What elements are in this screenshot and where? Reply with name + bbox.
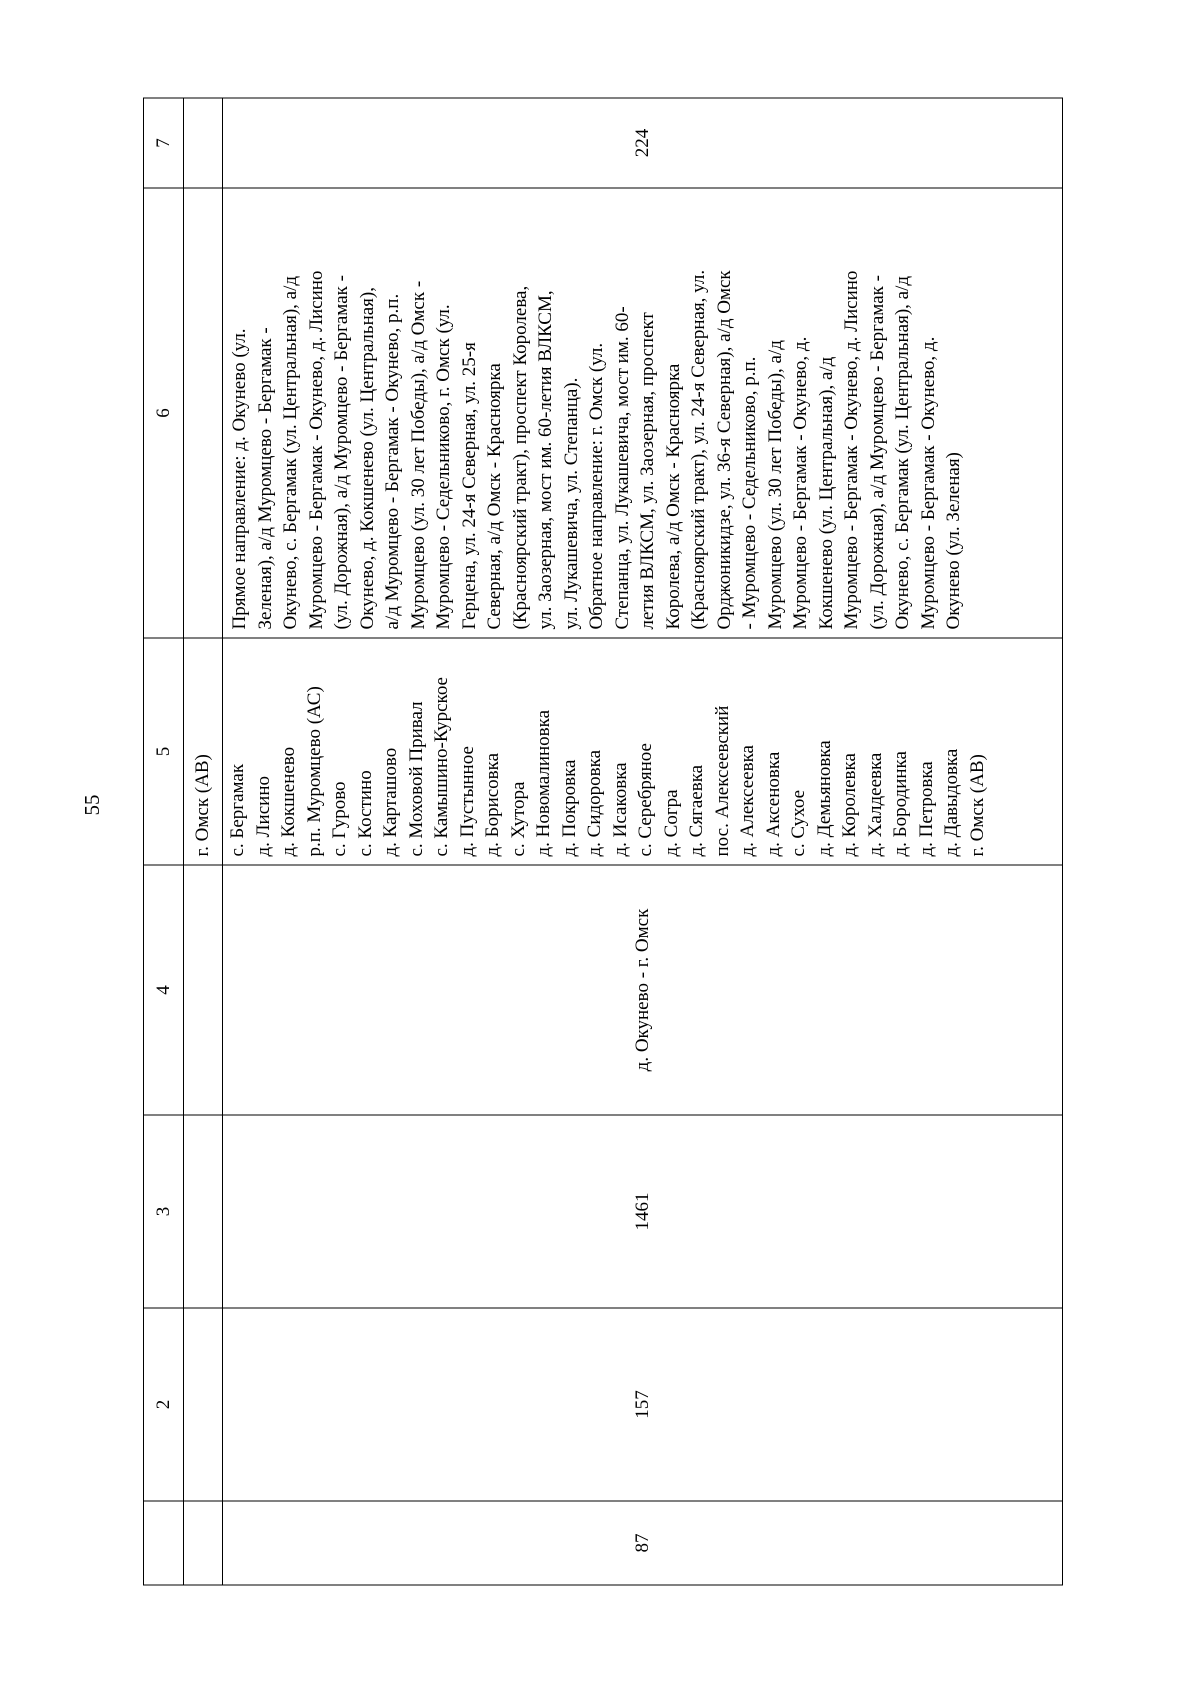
route-col-7: 224 [223, 98, 1063, 188]
stop-item: д. Покровка [558, 759, 580, 856]
header-cell-7: 7 [144, 98, 184, 188]
route-line: ул. Лукашевича, ул. Степанца). [560, 377, 582, 629]
route-line: Муромцево - Бергамак - Окунево, д. Лисино [305, 270, 327, 629]
route-line: Герцена, ул. 24-я Северная, ул. 25-я [458, 341, 480, 629]
stop-item: д. Согра [660, 788, 682, 856]
stop-item: д. Бородинка [890, 750, 911, 856]
stop-item: с. Хутора [507, 781, 529, 856]
header-cell-4: 4 [144, 865, 184, 1115]
stop-item: д. Исаковка [609, 761, 631, 856]
stop-item: с. Камышино-Курское [431, 676, 452, 856]
stop-item: д. Алексеевка [737, 744, 758, 856]
route-line: (ул. Дорожная), а/д Муромцево - Бергамак - [866, 274, 888, 629]
route-line: Орджоникидзе, ул. 36-я Северная), а/д Омск [713, 269, 735, 629]
stop-item: г. Омск (АВ) [966, 753, 988, 856]
route-col-2: 157 [223, 1308, 1063, 1501]
route-line: Зеленая), а/д Муромцево - Бергамак - [254, 326, 276, 629]
empty-cell [184, 1308, 223, 1501]
stop-item: д. Сидоровка [584, 749, 605, 856]
empty-cell [184, 865, 223, 1115]
route-endpoints: д. Окунево - г. Омск [223, 865, 1063, 1115]
route-line: (ул. Дорожная), а/д Муромцево - Бергамак - [331, 274, 352, 629]
header-cell-6: 6 [144, 188, 184, 638]
stop-item: с. Костино [354, 769, 376, 856]
header-cell-5: 5 [144, 638, 184, 865]
stop-item: д. Карташово [380, 747, 401, 856]
empty-cell [184, 1501, 223, 1585]
stop-item: д. Пустынное [456, 745, 478, 856]
route-line: Окунево, д. Кокшенево (ул. Центральная), [356, 286, 378, 629]
route-line: ул. Заозерная, мост им. 60-летия ВЛКСМ, [535, 289, 556, 629]
route-line: (Красноярский тракт), проспект Королева, [509, 285, 531, 629]
stop-item: с. Гурово [329, 780, 350, 856]
route-line: Муромцево (ул. 30 лет Победы), а/д Омск - [407, 280, 429, 629]
header-row [144, 98, 184, 1585]
first-stop-row [184, 98, 223, 1585]
route-line: Обратное направление: г. Омск (ул. [586, 342, 607, 629]
route-table-container [143, 98, 1063, 1585]
route-line: Муромцево - Седельниково, г. Омск (ул. [433, 303, 454, 629]
empty-cell [184, 1115, 223, 1308]
route-line: Степанца, ул. Лукашевича, мост им. 60- [611, 305, 633, 629]
page-number: 55 [80, 794, 104, 816]
stop-item: с. Бергамак [227, 763, 248, 856]
stop-item: с. Серебряное [635, 742, 656, 856]
route-description [223, 188, 1063, 638]
stop-item: р.п. Муромцево (АС) [303, 685, 325, 856]
stop-item: д. Королевка [839, 752, 860, 856]
rotated-table [143, 98, 1063, 1585]
stop-item: д. Халдеевка [864, 752, 886, 856]
stop-item: д. Петровка [915, 760, 937, 856]
route-line: Муромцево (ул. 30 лет Победы), а/д [764, 339, 786, 629]
stop-item: пос. Алексеевский [711, 705, 733, 856]
route-line: Окунево, с. Бергамак (ул. Центральная), а/д [892, 275, 913, 629]
stops-list [223, 638, 1063, 865]
stop-item: д. Новомалиновка [533, 709, 554, 856]
route-line: Окунево, с. Бергамак (ул. Центральная), а/д [280, 275, 301, 629]
route-col-3: 1461 [223, 1115, 1063, 1308]
route-table [143, 97, 1063, 1585]
route-line: Королева, а/д Омск - Красноярка [662, 363, 684, 629]
route-line: Муромцево - Бергамак - Окунево, д. [790, 336, 811, 629]
route-line: а/д Муромцево - Бергамак - Окунево, р.п. [382, 293, 403, 629]
stop-item: д. Давыдовка [941, 748, 962, 856]
route-line: Муромцево - Бергамак - Окунево, д. [917, 336, 939, 629]
route-line: (Красноярский тракт), ул. 24-я Северная, ул. [688, 269, 709, 629]
route-line: Прямое направление: д. Окунево (ул. [229, 327, 250, 629]
route-line: летия ВЛКСМ, ул. Заозерная, проспект [637, 311, 658, 629]
empty-cell [184, 98, 223, 188]
header-cell-2: 2 [144, 1308, 184, 1501]
route-row [223, 98, 1063, 1585]
route-number: 87 [223, 1501, 1063, 1585]
stop-item: д. Аксеновка [762, 751, 784, 856]
empty-cell [184, 188, 223, 638]
stop-item: с. Моховой Привал [405, 700, 427, 856]
route-line: Муромцево - Бергамак - Окунево, д. Лисино [841, 270, 862, 629]
stop-item: с. Сухое [788, 789, 809, 856]
header-cell-1 [144, 1501, 184, 1585]
route-line: Кокшенево (ул. Центральная), а/д [815, 356, 837, 629]
route-line: Северная, а/д Омск - Красноярка [484, 362, 505, 629]
header-cell-3: 3 [144, 1115, 184, 1308]
route-line: Окунево (ул. Зеленая) [943, 451, 964, 629]
stop-item: д. Лисино [252, 775, 274, 856]
first-stop: г. Омск (АВ) [184, 638, 223, 865]
stop-item: д. Сягаевка [686, 764, 707, 856]
route-line: - Муромцево - Седельниково, р.п. [739, 356, 760, 629]
stop-item: д. Борисовка [482, 752, 503, 856]
stop-item: д. Демьяновка [813, 739, 835, 856]
stop-item: д. Кокшенево [278, 746, 299, 856]
